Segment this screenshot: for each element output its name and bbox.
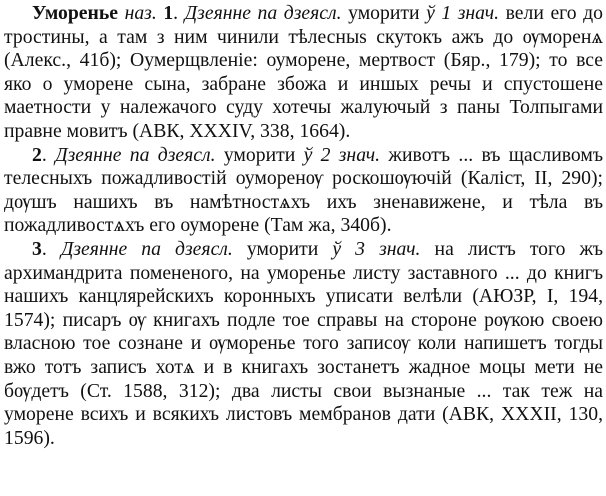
sense-1-number: 1	[163, 2, 174, 24]
sense-3-paragraph: 3. Дзеянне па дзеясл. уморити ў 3 знач. на листъ того жъ архимандрита помененого, на уморенье листу заставного ... до книгъ нашихъ канцлярейскихъ коронныхъ уписати велѣли (АЮЗР, I, 194, 1574); писаръ ѹ книгахъ подле тое справы на стороне рѹкою своею власною тое сознане и ѹморенье того записѹ коли напишетъ тогды вжо тотъ записъ хотѧ и в книгахъ зостанетъ жадное моцы мети не бѹдетъ (Ст. 1588, 312); два листы свои вызнаные ... так теж на уморене всихъ и всякихъ листовъ мембранов дати (АВК, XXXII, 130, 1596).	[4, 237, 604, 449]
sense-3-verb: уморити	[246, 237, 319, 260]
sense-1-ref-note: ў 1 знач.	[426, 2, 500, 24]
sense-1-paragraph: Уморенье наз. 1. Дзеянне па дзеясл. уморити ў 1 знач. вели его до тростины, а там з ним чинили тѣлесныѕ скутокъ ажъ до ѹморенѧ (Алекс., 41б); Оумерщвленіе: оуморене, мертвост (Бяр., 179); то все яко о уморене сына, забране збожа и иншых речы и спустошене маетности у належачого суду хотечы жалуючый з паны Толпыгами правне мовитъ (АВК, XXXIV, 338, 1664).	[4, 2, 604, 142]
sense-2-text: животъ ... въ щасливомъ телесныхъ пожадливостій оуморенѹ роскошѹючій (Каліст, II, 290); дѹшъ нашихъ въ намѣтностѧхъ ихъ зненавиженe, и тѣла въ пожадливостѧхъ его оуморене (Там жа, 340б).	[4, 143, 604, 237]
sense-2-number: 2	[32, 143, 42, 166]
sense-1-definition-label: Дзеянне па дзеясл.	[184, 2, 342, 24]
sense-2-definition-label: Дзеянне па дзеясл.	[55, 143, 216, 166]
sense-2-verb: уморити	[223, 143, 296, 166]
headword: Уморенье	[32, 2, 119, 24]
sense-2-paragraph: 2. Дзеянне па дзеясл. уморити ў 2 знач. животъ ... въ щасливомъ телесныхъ пожадливостій оуморенѹ роскошѹючій (Каліст, II, 290); дѹшъ нашихъ въ намѣтностѧхъ ихъ зненавиженe, и тѣла въ пожадливостѧхъ его оуморене (Там жа, 340б).	[4, 143, 604, 237]
grammar-label: наз.	[124, 2, 157, 24]
sense-3-ref-note: ў 3 знач.	[332, 237, 421, 260]
sense-1-text: вели его до тростины, а там з ним чинили тѣлесныѕ скутокъ ажъ до ѹморенѧ (Алекс., 41б); Оумерщвленіе: оуморене, мертвост (Бяр., 179); то все яко о уморене сына, забране збожа и иншых речы и спустошене маетности у належачого суду хотечы жалуючый з паны Толпыгами правне мовитъ (АВК, XXXIV, 338, 1664).	[4, 2, 604, 142]
sense-3-number: 3	[32, 237, 42, 260]
sense-1-verb: уморити	[348, 2, 420, 24]
sense-3-definition-label: Дзеянне па дзеясл.	[60, 237, 233, 260]
sense-2-ref-note: ў 2 знач.	[303, 143, 381, 166]
sense-3-text: на листъ того жъ архимандрита помененого, на уморенье листу заставного ... до книгъ нашихъ канцлярейскихъ коронныхъ уписати велѣли (АЮЗР, I, 194, 1574); писаръ ѹ книгахъ подле тое справы на стороне рѹкою своею власною тое сознане и ѹморенье того записѹ коли напишетъ тогды вжо тотъ записъ хотѧ и в книгахъ зостанетъ жадное моцы мети не бѹдетъ (Ст. 1588, 312); два листы свои вызнаные ... так теж на уморене всихъ и всякихъ листовъ мембранов дати (АВК, XXXII, 130, 1596).	[4, 237, 604, 449]
